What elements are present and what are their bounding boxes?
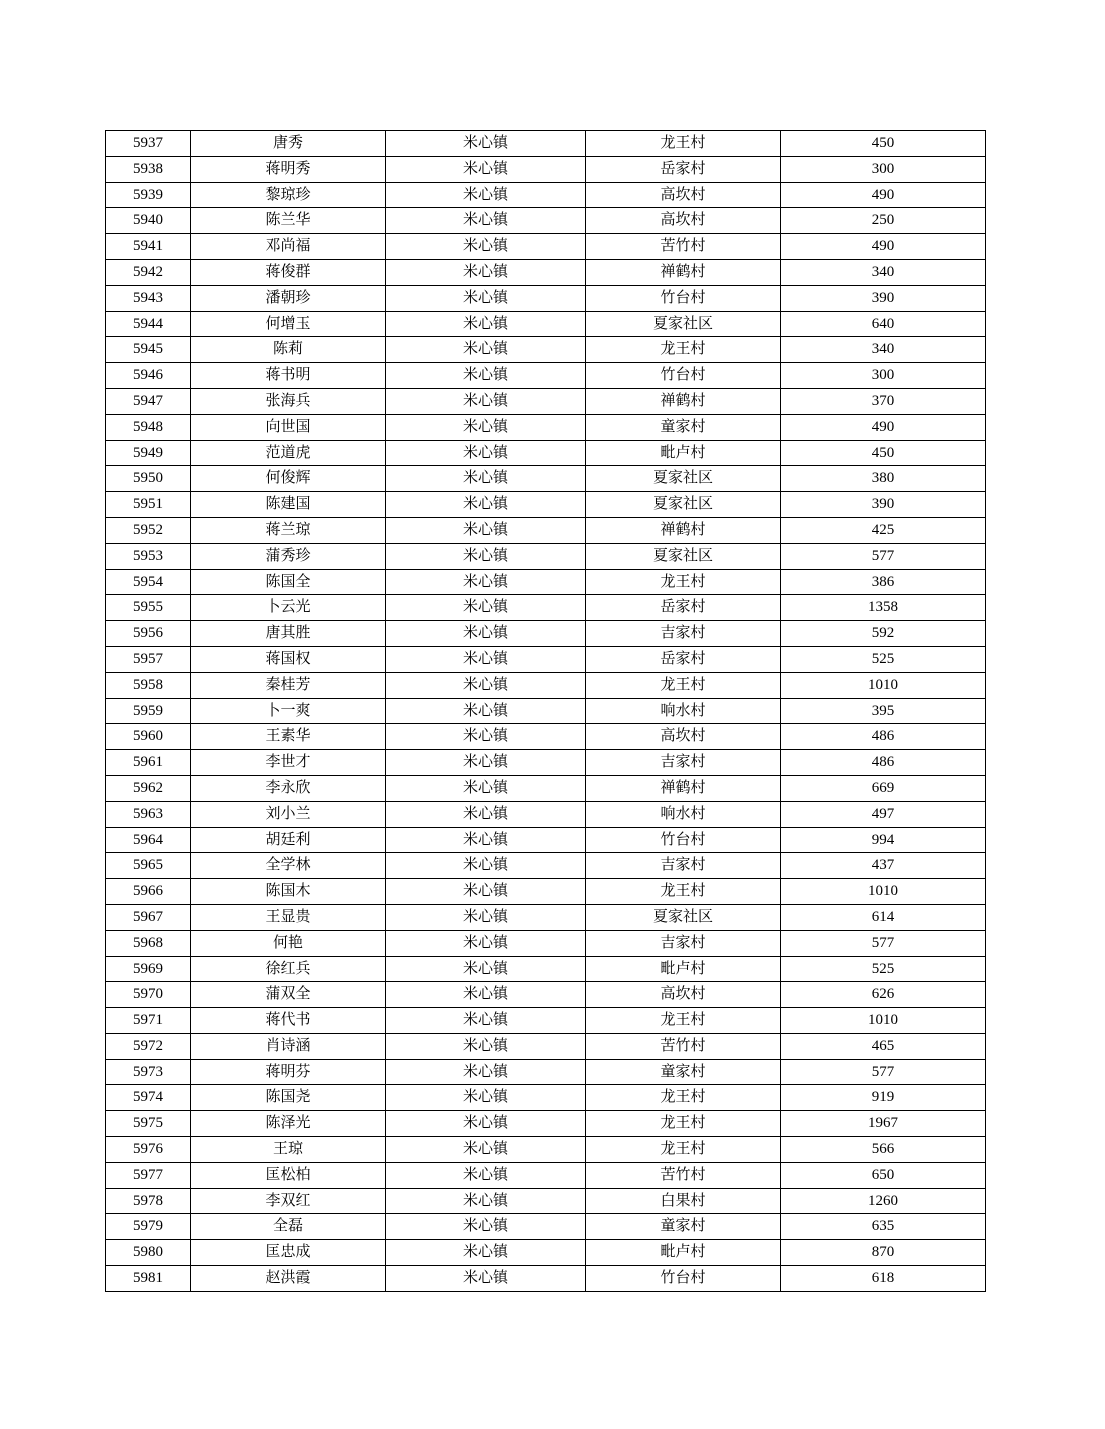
table-cell-town: 米心镇 xyxy=(386,1137,586,1163)
table-cell-id: 5945 xyxy=(106,337,191,363)
table-row xyxy=(106,414,986,440)
table-cell-amount: 577 xyxy=(781,1059,986,1085)
table-row xyxy=(106,440,986,466)
table-cell-town: 米心镇 xyxy=(386,440,586,466)
table-cell-id: 5938 xyxy=(106,156,191,182)
table-cell-name: 向世国 xyxy=(191,414,386,440)
table-cell-id: 5965 xyxy=(106,853,191,879)
table-row xyxy=(106,466,986,492)
table-cell-town: 米心镇 xyxy=(386,1162,586,1188)
table-cell-town: 米心镇 xyxy=(386,208,586,234)
table-cell-town: 米心镇 xyxy=(386,646,586,672)
table-row xyxy=(106,259,986,285)
table-cell-amount: 250 xyxy=(781,208,986,234)
table-row xyxy=(106,182,986,208)
table-cell-name: 王素华 xyxy=(191,724,386,750)
table-cell-name: 陈兰华 xyxy=(191,208,386,234)
table-cell-town: 米心镇 xyxy=(386,363,586,389)
table-cell-name: 何俊辉 xyxy=(191,466,386,492)
table-cell-town: 米心镇 xyxy=(386,750,586,776)
table-cell-id: 5963 xyxy=(106,801,191,827)
table-cell-village: 龙王村 xyxy=(586,131,781,157)
table-cell-village: 夏家社区 xyxy=(586,492,781,518)
table-cell-town: 米心镇 xyxy=(386,1085,586,1111)
table-cell-name: 卜一爽 xyxy=(191,698,386,724)
table-cell-town: 米心镇 xyxy=(386,672,586,698)
table-cell-town: 米心镇 xyxy=(386,724,586,750)
table-cell-id: 5968 xyxy=(106,930,191,956)
table-cell-village: 苦竹村 xyxy=(586,234,781,260)
table-cell-town: 米心镇 xyxy=(386,775,586,801)
table-row xyxy=(106,956,986,982)
table-cell-amount: 490 xyxy=(781,234,986,260)
table-cell-village: 禅鹤村 xyxy=(586,517,781,543)
table-cell-town: 米心镇 xyxy=(386,853,586,879)
table-cell-id: 5960 xyxy=(106,724,191,750)
table-cell-name: 蒲秀珍 xyxy=(191,543,386,569)
table-cell-name: 全学林 xyxy=(191,853,386,879)
table-cell-village: 夏家社区 xyxy=(586,904,781,930)
table-cell-village: 夏家社区 xyxy=(586,466,781,492)
table-cell-village: 吉家村 xyxy=(586,853,781,879)
table-cell-id: 5961 xyxy=(106,750,191,776)
table-cell-id: 5944 xyxy=(106,311,191,337)
table-cell-village: 童家村 xyxy=(586,414,781,440)
table-cell-village: 苦竹村 xyxy=(586,1033,781,1059)
table-cell-amount: 870 xyxy=(781,1240,986,1266)
table-cell-town: 米心镇 xyxy=(386,1188,586,1214)
table-cell-id: 5962 xyxy=(106,775,191,801)
table-cell-village: 高坎村 xyxy=(586,724,781,750)
table-cell-id: 5939 xyxy=(106,182,191,208)
table-cell-amount: 340 xyxy=(781,337,986,363)
table-cell-village: 响水村 xyxy=(586,698,781,724)
table-cell-id: 5958 xyxy=(106,672,191,698)
table-cell-name: 全磊 xyxy=(191,1214,386,1240)
table-cell-amount: 1358 xyxy=(781,595,986,621)
table-row xyxy=(106,492,986,518)
table-cell-village: 竹台村 xyxy=(586,363,781,389)
table-cell-name: 蒋国权 xyxy=(191,646,386,672)
table-cell-id: 5973 xyxy=(106,1059,191,1085)
table-cell-amount: 450 xyxy=(781,440,986,466)
table-cell-amount: 1010 xyxy=(781,672,986,698)
table-cell-amount: 525 xyxy=(781,956,986,982)
table-cell-village: 龙王村 xyxy=(586,1137,781,1163)
table-cell-village: 吉家村 xyxy=(586,750,781,776)
table-cell-id: 5956 xyxy=(106,621,191,647)
table-cell-village: 高坎村 xyxy=(586,982,781,1008)
table-cell-id: 5972 xyxy=(106,1033,191,1059)
table-row xyxy=(106,517,986,543)
table-cell-amount: 300 xyxy=(781,156,986,182)
table-cell-id: 5950 xyxy=(106,466,191,492)
table-cell-village: 童家村 xyxy=(586,1059,781,1085)
table-cell-name: 蒋兰琼 xyxy=(191,517,386,543)
table-cell-town: 米心镇 xyxy=(386,285,586,311)
table-cell-id: 5946 xyxy=(106,363,191,389)
table-cell-village: 龙王村 xyxy=(586,569,781,595)
table-cell-id: 5943 xyxy=(106,285,191,311)
table-cell-id: 5975 xyxy=(106,1111,191,1137)
table-cell-village: 竹台村 xyxy=(586,827,781,853)
table-cell-amount: 486 xyxy=(781,750,986,776)
table-row xyxy=(106,285,986,311)
table-cell-name: 陈国全 xyxy=(191,569,386,595)
table-cell-id: 5978 xyxy=(106,1188,191,1214)
table-cell-village: 夏家社区 xyxy=(586,543,781,569)
table-cell-town: 米心镇 xyxy=(386,827,586,853)
table-cell-village: 龙王村 xyxy=(586,1085,781,1111)
table-row xyxy=(106,930,986,956)
table-cell-amount: 919 xyxy=(781,1085,986,1111)
table-cell-town: 米心镇 xyxy=(386,595,586,621)
table-cell-name: 陈国木 xyxy=(191,879,386,905)
table-row xyxy=(106,672,986,698)
table-cell-amount: 395 xyxy=(781,698,986,724)
table-cell-town: 米心镇 xyxy=(386,311,586,337)
table-row xyxy=(106,1188,986,1214)
table-cell-id: 5967 xyxy=(106,904,191,930)
table-cell-id: 5947 xyxy=(106,388,191,414)
table-cell-id: 5937 xyxy=(106,131,191,157)
table-row xyxy=(106,775,986,801)
table-cell-amount: 386 xyxy=(781,569,986,595)
table-cell-id: 5940 xyxy=(106,208,191,234)
table-cell-town: 米心镇 xyxy=(386,156,586,182)
table-row xyxy=(106,363,986,389)
table-cell-amount: 425 xyxy=(781,517,986,543)
table-cell-id: 5949 xyxy=(106,440,191,466)
table-cell-id: 5957 xyxy=(106,646,191,672)
table-cell-village: 龙王村 xyxy=(586,1008,781,1034)
table-cell-town: 米心镇 xyxy=(386,1240,586,1266)
table-row xyxy=(106,131,986,157)
table-cell-town: 米心镇 xyxy=(386,801,586,827)
table-cell-id: 5959 xyxy=(106,698,191,724)
table-cell-name: 王琼 xyxy=(191,1137,386,1163)
table-cell-village: 毗卢村 xyxy=(586,1240,781,1266)
table-cell-village: 毗卢村 xyxy=(586,440,781,466)
table-row xyxy=(106,569,986,595)
table-cell-village: 吉家村 xyxy=(586,930,781,956)
table-cell-id: 5941 xyxy=(106,234,191,260)
table-cell-town: 米心镇 xyxy=(386,517,586,543)
table-cell-name: 王显贵 xyxy=(191,904,386,930)
table-cell-name: 蒲双全 xyxy=(191,982,386,1008)
table-cell-town: 米心镇 xyxy=(386,1266,586,1292)
table-cell-id: 5951 xyxy=(106,492,191,518)
table-cell-amount: 1260 xyxy=(781,1188,986,1214)
table-row xyxy=(106,621,986,647)
table-cell-id: 5980 xyxy=(106,1240,191,1266)
table-row xyxy=(106,724,986,750)
table-row xyxy=(106,234,986,260)
table-row xyxy=(106,1214,986,1240)
table-cell-village: 毗卢村 xyxy=(586,956,781,982)
table-cell-town: 米心镇 xyxy=(386,879,586,905)
table-row xyxy=(106,1266,986,1292)
table-cell-id: 5952 xyxy=(106,517,191,543)
table-cell-amount: 486 xyxy=(781,724,986,750)
table-row xyxy=(106,595,986,621)
table-cell-village: 岳家村 xyxy=(586,595,781,621)
table-row xyxy=(106,1085,986,1111)
table-cell-amount: 525 xyxy=(781,646,986,672)
table-cell-town: 米心镇 xyxy=(386,1008,586,1034)
table-cell-village: 禅鹤村 xyxy=(586,775,781,801)
table-row xyxy=(106,750,986,776)
table-cell-village: 禅鹤村 xyxy=(586,388,781,414)
table-cell-village: 高坎村 xyxy=(586,208,781,234)
table-cell-town: 米心镇 xyxy=(386,492,586,518)
table-cell-name: 胡廷利 xyxy=(191,827,386,853)
table-cell-village: 龙王村 xyxy=(586,1111,781,1137)
table-cell-amount: 592 xyxy=(781,621,986,647)
table-cell-name: 匡忠成 xyxy=(191,1240,386,1266)
table-row xyxy=(106,1111,986,1137)
table-cell-name: 潘朝珍 xyxy=(191,285,386,311)
table-cell-name: 蒋书明 xyxy=(191,363,386,389)
table-row xyxy=(106,698,986,724)
table-cell-id: 5948 xyxy=(106,414,191,440)
table-cell-id: 5966 xyxy=(106,879,191,905)
table-cell-name: 李双红 xyxy=(191,1188,386,1214)
table-cell-village: 龙王村 xyxy=(586,879,781,905)
table-cell-amount: 577 xyxy=(781,930,986,956)
table-cell-town: 米心镇 xyxy=(386,414,586,440)
table-cell-name: 李世才 xyxy=(191,750,386,776)
table-cell-name: 陈建国 xyxy=(191,492,386,518)
table-cell-amount: 640 xyxy=(781,311,986,337)
table-cell-id: 5977 xyxy=(106,1162,191,1188)
table-cell-village: 响水村 xyxy=(586,801,781,827)
table-cell-village: 高坎村 xyxy=(586,182,781,208)
table-cell-town: 米心镇 xyxy=(386,234,586,260)
table-cell-name: 陈莉 xyxy=(191,337,386,363)
table-cell-amount: 577 xyxy=(781,543,986,569)
table-row xyxy=(106,208,986,234)
table-cell-town: 米心镇 xyxy=(386,182,586,208)
table-row xyxy=(106,1008,986,1034)
table-cell-id: 5969 xyxy=(106,956,191,982)
table-cell-amount: 465 xyxy=(781,1033,986,1059)
table-cell-name: 秦桂芳 xyxy=(191,672,386,698)
table-cell-town: 米心镇 xyxy=(386,1214,586,1240)
table-cell-village: 龙王村 xyxy=(586,672,781,698)
table-row xyxy=(106,1059,986,1085)
table-cell-id: 5974 xyxy=(106,1085,191,1111)
table-cell-id: 5964 xyxy=(106,827,191,853)
table-cell-name: 范道虎 xyxy=(191,440,386,466)
table-cell-id: 5971 xyxy=(106,1008,191,1034)
table-row xyxy=(106,982,986,1008)
table-cell-amount: 497 xyxy=(781,801,986,827)
table-cell-town: 米心镇 xyxy=(386,466,586,492)
table-cell-village: 苦竹村 xyxy=(586,1162,781,1188)
table-row xyxy=(106,827,986,853)
table-cell-name: 刘小兰 xyxy=(191,801,386,827)
table-cell-id: 5942 xyxy=(106,259,191,285)
table-cell-name: 蒋俊群 xyxy=(191,259,386,285)
table-cell-name: 匡松柏 xyxy=(191,1162,386,1188)
table-cell-town: 米心镇 xyxy=(386,956,586,982)
table-cell-amount: 390 xyxy=(781,492,986,518)
table-cell-town: 米心镇 xyxy=(386,904,586,930)
table-row xyxy=(106,853,986,879)
table-cell-name: 陈泽光 xyxy=(191,1111,386,1137)
table-cell-town: 米心镇 xyxy=(386,930,586,956)
table-cell-amount: 650 xyxy=(781,1162,986,1188)
table-cell-id: 5953 xyxy=(106,543,191,569)
table-cell-name: 蒋明芬 xyxy=(191,1059,386,1085)
table-cell-village: 夏家社区 xyxy=(586,311,781,337)
table-cell-town: 米心镇 xyxy=(386,543,586,569)
table-cell-name: 唐其胜 xyxy=(191,621,386,647)
table-cell-village: 龙王村 xyxy=(586,337,781,363)
table-row xyxy=(106,1137,986,1163)
table-cell-name: 蒋明秀 xyxy=(191,156,386,182)
table-cell-village: 竹台村 xyxy=(586,285,781,311)
table-cell-amount: 1010 xyxy=(781,879,986,905)
table-cell-town: 米心镇 xyxy=(386,388,586,414)
table-cell-amount: 618 xyxy=(781,1266,986,1292)
table-cell-town: 米心镇 xyxy=(386,1111,586,1137)
table-row xyxy=(106,646,986,672)
table-cell-amount: 380 xyxy=(781,466,986,492)
table-cell-name: 卜云光 xyxy=(191,595,386,621)
table-cell-id: 5970 xyxy=(106,982,191,1008)
table-cell-name: 黎琼珍 xyxy=(191,182,386,208)
table-row xyxy=(106,904,986,930)
table-cell-name: 何增玉 xyxy=(191,311,386,337)
table-cell-amount: 994 xyxy=(781,827,986,853)
table-cell-amount: 370 xyxy=(781,388,986,414)
table-cell-village: 岳家村 xyxy=(586,156,781,182)
table-row xyxy=(106,388,986,414)
table-cell-village: 禅鹤村 xyxy=(586,259,781,285)
table-cell-name: 蒋代书 xyxy=(191,1008,386,1034)
table-row xyxy=(106,1162,986,1188)
table-cell-village: 白果村 xyxy=(586,1188,781,1214)
table-cell-town: 米心镇 xyxy=(386,1059,586,1085)
table-cell-village: 吉家村 xyxy=(586,621,781,647)
table-cell-id: 5979 xyxy=(106,1214,191,1240)
table-cell-town: 米心镇 xyxy=(386,131,586,157)
table-cell-town: 米心镇 xyxy=(386,259,586,285)
table-cell-id: 5981 xyxy=(106,1266,191,1292)
table-cell-town: 米心镇 xyxy=(386,569,586,595)
table-cell-amount: 614 xyxy=(781,904,986,930)
table-cell-name: 肖诗涵 xyxy=(191,1033,386,1059)
table-cell-id: 5955 xyxy=(106,595,191,621)
table-cell-id: 5954 xyxy=(106,569,191,595)
table-cell-amount: 340 xyxy=(781,259,986,285)
table-cell-amount: 1967 xyxy=(781,1111,986,1137)
table-cell-name: 何艳 xyxy=(191,930,386,956)
table-cell-amount: 1010 xyxy=(781,1008,986,1034)
table-cell-id: 5976 xyxy=(106,1137,191,1163)
table-cell-amount: 450 xyxy=(781,131,986,157)
table-cell-town: 米心镇 xyxy=(386,337,586,363)
table-cell-village: 岳家村 xyxy=(586,646,781,672)
table-cell-name: 邓尚福 xyxy=(191,234,386,260)
table-row xyxy=(106,1240,986,1266)
table-cell-name: 张海兵 xyxy=(191,388,386,414)
data-table xyxy=(105,130,986,1292)
table-row xyxy=(106,801,986,827)
table-cell-town: 米心镇 xyxy=(386,1033,586,1059)
table-cell-amount: 490 xyxy=(781,182,986,208)
table-row xyxy=(106,311,986,337)
table-row xyxy=(106,337,986,363)
table-cell-name: 赵洪霞 xyxy=(191,1266,386,1292)
table-cell-amount: 300 xyxy=(781,363,986,389)
table-cell-village: 竹台村 xyxy=(586,1266,781,1292)
table-row xyxy=(106,1033,986,1059)
table-cell-amount: 635 xyxy=(781,1214,986,1240)
table-cell-village: 童家村 xyxy=(586,1214,781,1240)
table-cell-town: 米心镇 xyxy=(386,982,586,1008)
table-row xyxy=(106,879,986,905)
table-cell-amount: 390 xyxy=(781,285,986,311)
table-cell-amount: 626 xyxy=(781,982,986,1008)
table-row xyxy=(106,156,986,182)
table-cell-name: 陈国尧 xyxy=(191,1085,386,1111)
table-cell-amount: 490 xyxy=(781,414,986,440)
table-cell-amount: 437 xyxy=(781,853,986,879)
table-cell-town: 米心镇 xyxy=(386,698,586,724)
table-cell-amount: 566 xyxy=(781,1137,986,1163)
table-cell-name: 唐秀 xyxy=(191,131,386,157)
table-cell-name: 徐红兵 xyxy=(191,956,386,982)
table-body xyxy=(106,131,986,1292)
table-cell-name: 李永欣 xyxy=(191,775,386,801)
table-cell-amount: 669 xyxy=(781,775,986,801)
table-row xyxy=(106,543,986,569)
table-cell-town: 米心镇 xyxy=(386,621,586,647)
